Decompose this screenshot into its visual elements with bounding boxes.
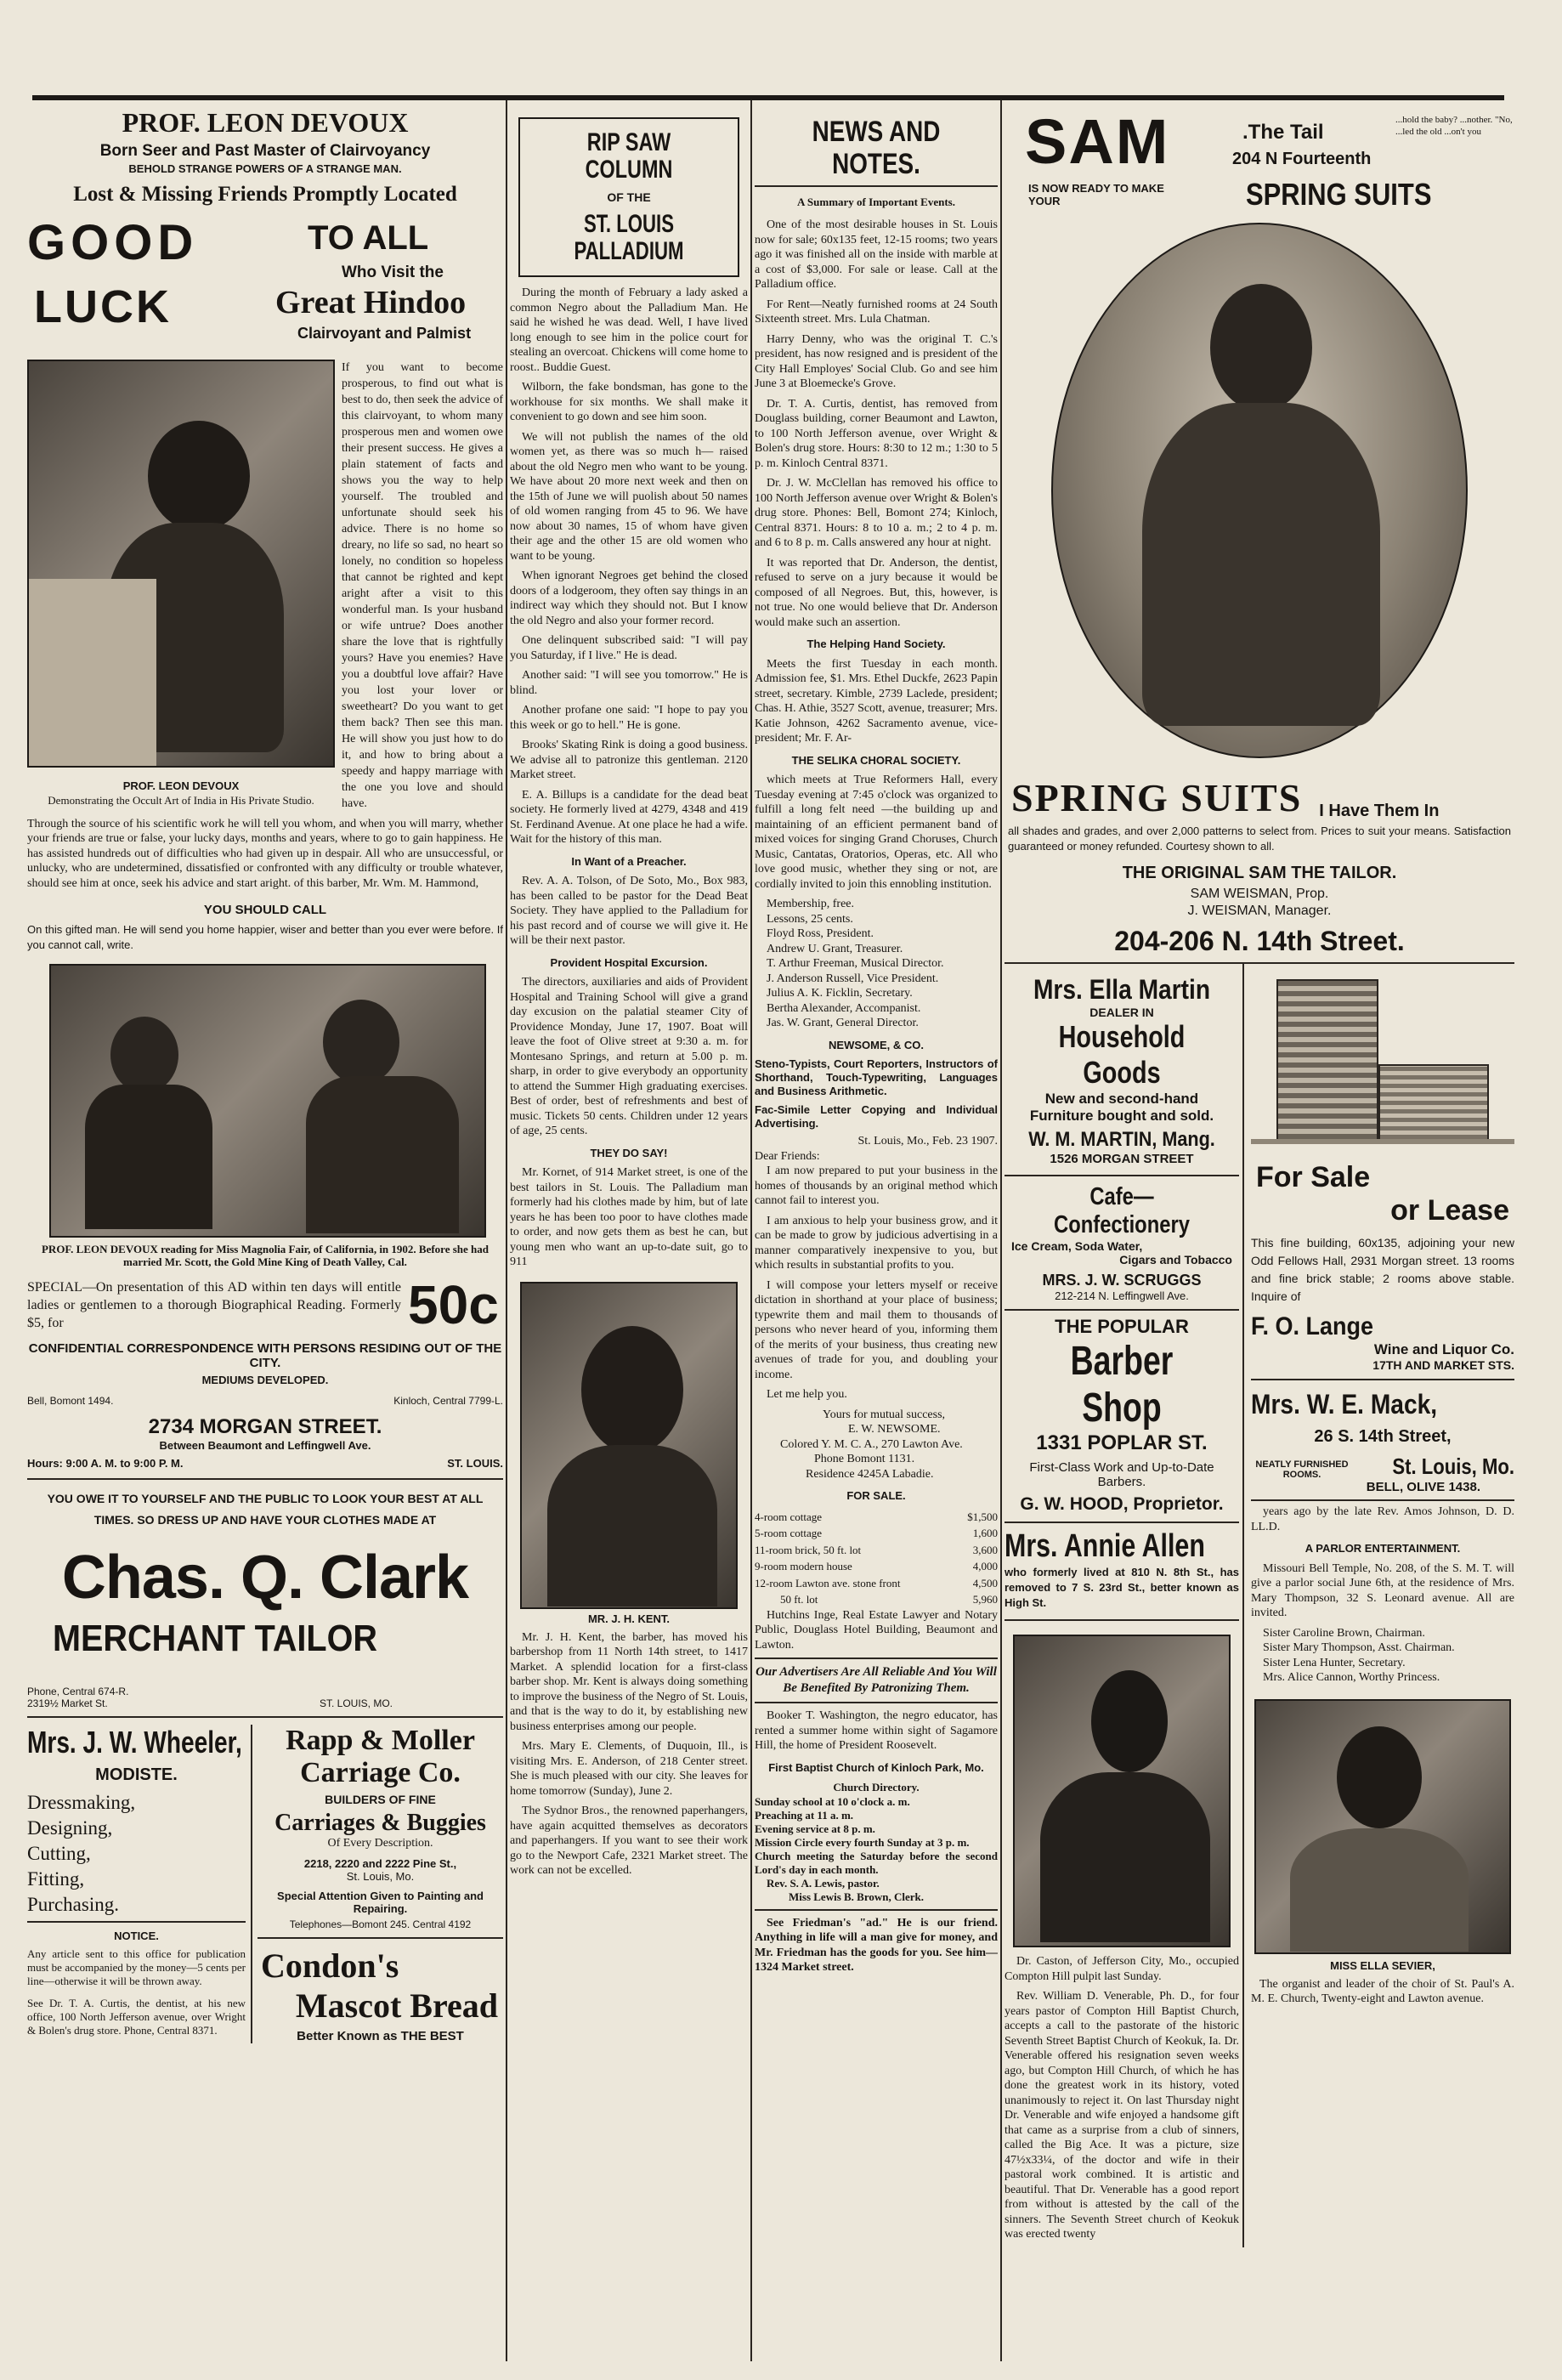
newsome-facsim: Fac-Simile Letter Copying and Individual Advertising. — [755, 1103, 998, 1130]
building-illustration — [1251, 971, 1514, 1149]
devoux-city: ST. LOUIS. — [447, 1457, 503, 1470]
photo-caption-text: Demonstrating the Occult Art of India in His Private Studio. — [48, 793, 314, 807]
heading-parlor: A PARLOR ENTERTAINMENT. — [1304, 1542, 1461, 1555]
bell-phone: Bell, Bomont 1494. — [27, 1395, 114, 1408]
barber-prop: G. W. HOOD, Proprietor. — [1020, 1494, 1224, 1514]
top-rule — [32, 95, 1504, 100]
clark-name: Chas. Q. Clark — [61, 1544, 469, 1612]
scruggs-name: Cafe—Confectionery — [1054, 1183, 1190, 1238]
devoux-body: If you want to become prosperous, to find out what is best to do, then seek the advice of this clairvoyant, to whom many prosperous men and women owe their present success. He gives a plain statement of facts and shows you the way to help yourself. The troubled and unfortunate should seek his advice. There is no home so dreary, no life so sad, no heart so lonely, no condition so hopeless that cannot be righted and kept aright after a visit to this wonderful man. Is your husband or wife untrue? Does another share the love that is rightfully yours? Have you enemies? Have you a doubtful love affair? Have you lost your lover or sweetheart? Do you want to get them back? Then see this man. He will show you just how to do it, and how to bring about a speedy and happy marriage with the one you love and should have. — [342, 360, 503, 810]
forsale-body: This fine building, 60x135, adjoining your new Odd Fellows Hall, 2931 Morgan street. 13 rooms and fine brick stable; 2 rooms above stable. Inquire of — [1251, 1236, 1514, 1303]
heading-newsome: NEWSOME, & CO. — [829, 1038, 924, 1051]
price-50c: 50c — [408, 1274, 499, 1336]
lange-name: F. O. Lange — [1251, 1312, 1374, 1340]
sam-spring-top: SPRING SUITS — [1246, 177, 1432, 212]
sam-prop: SAM WEISMAN, Prop. — [1190, 887, 1329, 901]
devoux-name: PROF. LEON DEVOUX — [122, 107, 409, 138]
news-body: One of the most desirable houses in St. Louis now for sale; 60x135 feet, 12-15 rooms; two years ago it was finished all on the inside with marble at a cost of $3,000. For sale or lease. Call at the Palladium office. For Rent—Neatly furnished rooms at 24 South Sixteenth street. Mrs. Lula Chatman. Harry Denny, who was the original T. C.'s president, has now resigned and is president of the City Hall Employes' Social Club. Go and see him June 3 at Bloemecke's Grove. Dr. T. A. Curtis, dentist, has removed from Douglass building, corner Beaumont and Lawton, to 100 North Jefferson avenue, over Wright & Bolen's drug store. Hours: 8:30 to 12 m.; 1:30 to 5 p. m. Kinloch Central 8371. Dr. J. W. McClellan has removed his office to 100 North Jefferson avenue over Wright & Bolen's drug store. Phones: Bell, Bomont 274; Kinloch, Central 8371. Hours: 8 to 10 a. m.; 2 to 4 p. m. and 6 to 8 p. m. Calls answered any hour at night. It was reported that Dr. Anderson, the dentist, refused to serve on a jury because it would be composed of all Negroes. But, this, however, is not true. No one would believe that Dr. Anderson would make such an assertion. The Helping Hand Society. Meets the first Tuesday in each month. Admission fee, $1. Mrs. Ethel Duckfe, 2623 Papin street, secretary. Kimble, 2739 Laclede, president; Chas. H. Athie, 3527 Scott, avenue, treasurer; Mrs. Katie Johnson, 4262 Sacramento avenue, vice-president; Mr. F. Ar- THE SELIKA CHORAL SOCIETY. which meets at True Reformers Hall, every Tuesday evening at 7:45 o'clock was organized to fulfill a long felt need —the building up and maintaining of an efficient permanent band of mixed voices for singing Grand Choruses, Church Music, Cantatas, Oratorios, Operas, etc. All who love good music, whether they sing or not, are cordially invited to join this ennobling institution. Membership, free. Lessons, 25 cents. Floyd Ross, President. Andrew U. Grant, Treasurer. T. Arthur Freeman, Musical Director. J. Anderson Russell, Vice President. Julius A. K. Ficklin, Secretary. Bertha Alexander, Accompanist. Jas. W. Grant, General Director. NEWSOME, & CO. Steno-Typists, Court Reporters, Instructors of Shorthand, Touch-Typewriting, Languages and Business Arithmetic. Fac-Simile Letter Copying and Individual Advertising. St. Louis, Mo., Feb. 23 1907. Dear Friends: I am now prepared to put your business in the homes of thousands by an original method which cannot fail to interest you. I am anxious to help your business grow, and it can be made to grow by judicious advertising in a manner comparatively inexpensive to you, but which results in substantial profits to you. I will compose your letters myself or receive dictation in shorthand at your place of business; typewrite them and mail them to thousands of persons who never heard of you, informing them of the merits of your business, thus creating new avenues of trade for you, and doubling your income. Let me help you. Yours for mutual success, E. W. NEWSOME. Colored Y. M. C. A., 270 Lawton Ave. Phone Bomont 1131. Residence 4245A Labadie. FOR SALE. 4-room cottage $1,500 5-room cottage 1,600 11-room brick, 50 ft. lot 3,600 9-room modern house 4,000 12-room Lawton ave. stone front 4,500 50 ft. lot 5,960 Hutchins Inge, Real Estate Lawyer and Notary Public, Douglass Hotel Building, Beaumont and Lawton. Our Advertisers Are All Reliable And You Will Be Benefited By Patronizing Them. Booker T. Washington, the negro educator, has rented a summer home within sight of Sagamore Hill, the home of President Roosevelt. First Baptist Church of Kinloch Park, Mo. Church Directory. Sunday school at 10 o'clock a. m. Preaching at 11 a. m. Evening service at 8 p. m. Mission Circle every fourth Sunday at 3 p. m. Church meeting the Saturday before the second Lord's day in each month. Rev. S. A. Lewis, pastor. Miss Lewis B. Brown, Clerk. See Friedman's "ad." He is our friend. Anything in life will a man give for money, and Mr. Friedman has the goods for you. See him—1324 Market street. — [755, 218, 998, 1974]
who-visit: Who Visit the — [342, 263, 444, 281]
ripsaw-masthead — [518, 117, 739, 277]
church-directory: Sunday school at 10 o'clock a. m. Preaching at 11 a. m. Evening service at 8 p. m. Mission Circle every fourth Sunday at 3 p. m. Church meeting the Saturday before the second Lord's day in each month. Rev. S. A. Lewis, pastor. Miss Lewis B. Brown, Clerk. — [755, 1794, 998, 1903]
column-1 — [27, 104, 503, 2361]
sam-spring-bottom: SPRING SUITS — [1011, 776, 1303, 819]
sam-tail: .The Tail — [1242, 121, 1324, 144]
martin-new: New and second-hand — [1044, 1091, 1199, 1107]
devoux-line1: Born Seer and Past Master of Clairvoyancy — [99, 141, 431, 160]
newsome-date: St. Louis, Mo., Feb. 23 1907. — [857, 1135, 998, 1148]
column-rule — [1000, 100, 1002, 2361]
rapp-tel: Telephones—Bomont 245. Central 4192 — [289, 1918, 472, 1931]
clairvoyant-palmist: Clairvoyant and Palmist — [297, 324, 472, 342]
devoux-line3: Lost & Missing Friends Promptly Located — [73, 182, 457, 206]
mack-name: Mrs. W. E. Mack, — [1251, 1389, 1438, 1420]
for-sale-table — [755, 1509, 998, 1608]
rapp-builders: BUILDERS OF FINE — [325, 1793, 436, 1807]
rapp-special: Special Attention Given to Painting and Repairing. — [277, 1890, 484, 1916]
clark-trade: MERCHANT TAILOR — [53, 1618, 378, 1660]
clark-city: ST. LOUIS, MO. — [319, 1697, 393, 1710]
sam-all: all shades and grades, and over 2,000 patterns to select from. Prices to suit your means. Satisfaction guaranteed or money refunded. Courtesy shown to all. — [1008, 824, 1511, 853]
forsale-title1: For Sale — [1256, 1161, 1371, 1193]
devoux-studio-photo — [27, 360, 335, 768]
devoux-address2: Between Beaumont and Leffingwell Ave. — [159, 1439, 371, 1453]
clark-phone: Phone, Central 674-R. — [27, 1686, 129, 1698]
ripsaw-body: During the month of February a lady asked a common Negro about the Palladium Man. He said he wished he was dead. Well, I have lived long enough to see him in the police court for stealing an overcoat. Chickens will come home to roost.. Buddie Guest. Wilborn, the fake bondsman, has gone to the workhouse for six months. We shall make it convenient to go down and see him soon. We will not publish the names of the old women yet, as there was so much h— raised about the old Negro men who want to be young. We have about 20 more next week and then on the 15th of June we will puolish about 50 names of old women ranging from 45 to 96. We have now about 30 names, 15 of whom have given their age and the other 15 are old women who want to be young. When ignorant Negroes get behind the closed doors of a lodgeroom, they often say things in an indirect way which they should not. But I know the old Negro and also your former record. One delinquent subscribed said: "I will pay you Saturday, if I live." He is dead. Another said: "I will see you tomorrow." He is blind. Another profane one said: "I hope to pay you this week or go to hell." He is gone. Brooks' Skating Rink is doing a good business. We advise all to patronize this gentleman. 2120 Market street. E. A. Billups is a candidate for the dead beat society. He formerly lived at 4279, 4348 and 419 St. Ferdinand Avenue. At one place he had a wife. Wait for the history of this man. In Want of a Preacher. Rev. A. A. Tolson, of De Soto, Mo., Box 983, has been called to be pastor for the Dead Beat Society. They have applied to the Palladium for his past record and of course we will give it. He will be their next pastor. Provident Hospital Excursion. The directors, auxiliaries and aids of Provident Hospital and Training School will give a grand day excusion on the palatial steamer City of Providence Monday, June 17, 1907. Boat will leave the foot of Olive street at 9:30 a. m. for Montesano Springs, and return at 5.00 p. m. sharp, in order to give everybody an opportunity to attend the Summer High graduating exercises. Best of order, best of refreshments and best of music. Tickets 50 cents. Children under 12 years of age, 25 cents. THEY DO SAY! Mr. Kornet, of 914 Market street, is one of the best tailors in St. Louis. The Palladium man formerly had his clothes made by him, but of late years he has been too poor to have clothes made to order, and now gets them as best he can, but young men who want an up-to-date suit, go to 911 — [510, 286, 748, 1268]
condon-name: Condon's — [261, 1946, 399, 1986]
heading-for-sale: FOR SALE. — [846, 1489, 906, 1502]
barber-shop: Barber Shop — [1070, 1339, 1174, 1431]
rapp-address: 2218, 2220 and 2222 Pine St., — [303, 1857, 457, 1871]
devoux-address: 2734 MORGAN STREET. — [148, 1415, 382, 1439]
column-rule — [750, 100, 752, 2361]
sam-original: THE ORIGINAL SAM THE TAILOR. — [1122, 864, 1397, 882]
wheeler-name: Mrs. J. W. Wheeler, — [27, 1725, 242, 1760]
devoux-para2: Through the source of his scientific work he will tell you whom, and when you will marry, whether your friends are true or false, your lucky days, months and years, where to go to gain happiness. He has assisted hundreds out of difficulties who had given up in despair. All who are unsuccessful, or unlucky, who are undetermined, dissatisfied or confronted with any difficulty or trouble whatever, should see him at once, seek his advice and start aright. of this barber, Mr. Wm. M. Hammond, — [27, 817, 503, 890]
hours: Hours: 9:00 A. M. to 9:00 P. M. — [27, 1457, 184, 1470]
table-row: 5-room cottage 1,600 — [755, 1527, 998, 1539]
notice-curtis: See Dr. T. A. Curtis, the dentist, at his new office, 100 North Jefferson avenue, over Wright & Bolen's drug store. Phone, Central 8371. — [27, 1997, 246, 2037]
rapp-carriages: Carriages & Buggies — [274, 1810, 486, 1837]
column-3 — [755, 104, 998, 2361]
martin-dealer: DEALER IN — [1089, 1006, 1154, 1019]
heading-excursion: Provident Hospital Excursion. — [550, 955, 708, 969]
wheeler-services: Dressmaking, Designing, Cutting, Fitting, Purchasing. — [27, 1792, 136, 1916]
table-row: 12-room Lawton ave. stone front 4,500 — [755, 1576, 998, 1590]
newsome-steno: Steno-Typists, Court Reporters, Instructors of Shorthand, Touch-Typewriting, Languages and Business Arithmetic. — [755, 1057, 998, 1097]
reading-photo — [49, 964, 486, 1238]
special-offer: SPECIAL—On presentation of this AD within ten days will entitle ladies or gentlemen to a thorough Biographical Reading. Formerly $5, for — [27, 1279, 401, 1330]
martin-mgr: W. M. MARTIN, Mang. — [1028, 1128, 1215, 1151]
sam-name: SAM — [1025, 106, 1170, 177]
ripsaw-of: OF THE — [607, 190, 651, 204]
photo-caption-title: PROF. LEON DEVOUX — [122, 779, 240, 792]
table-row: 9-room modern house 4,000 — [755, 1560, 998, 1572]
parlor-officers: Sister Caroline Brown, Chairman. Sister Mary Thompson, Asst. Chairman. Sister Lena Hunter, Secretary. Mrs. Alice Cannon, Worthy Princess. — [1263, 1626, 1455, 1684]
heading-they-do-say: THEY DO SAY! — [590, 1146, 668, 1159]
heading-helping-hand: The Helping Hand Society. — [806, 638, 946, 650]
martin-furn: Furniture bought and sold. — [1029, 1108, 1214, 1124]
table-row: 4-room cottage $1,500 — [755, 1510, 998, 1523]
rapp-name: Rapp & Moller — [286, 1725, 475, 1757]
rapp-every: Of Every Description. — [327, 1837, 433, 1850]
clipped-corner-text: ...hold the baby? ...nother. "No, ...led the old ...on't you — [1395, 115, 1513, 137]
sam-ready: IS NOW READY TO MAKE YOUR — [1028, 182, 1164, 207]
correspondence: CONFIDENTIAL CORRESPONDENCE WITH PERSONS RESIDING OUT OF THE CITY. — [28, 1341, 502, 1371]
you-should-call: YOU SHOULD CALL — [203, 903, 327, 918]
scruggs-owner: MRS. J. W. SCRUGGS — [1042, 1272, 1202, 1289]
rapp-name2: Carriage Co. — [300, 1757, 461, 1789]
caston-portrait — [1013, 1635, 1231, 1947]
sevier-portrait — [1254, 1699, 1511, 1954]
reading-caption: PROF. LEON DEVOUX reading for Miss Magnolia Fair, of California, in 1902. Before she had married Mr. Scott, the Gold Mine King of Death Valley, Cal. — [41, 1243, 490, 1269]
condon-bread: Mascot Bread — [295, 1986, 498, 2026]
notice-title: NOTICE. — [114, 1930, 159, 1943]
table-row: 50 ft. lot 5,960 — [780, 1593, 998, 1606]
news-sub: A Summary of Important Events. — [797, 196, 955, 208]
martin-goods: Household Goods — [1058, 1019, 1186, 1090]
heading-church: First Baptist Church of Kinloch Park, Mo. — [768, 1760, 984, 1774]
good-luck-block — [27, 211, 503, 351]
notice-body: Any article sent to this office for publication must be accompanied by the money—5 cents per line—otherwise it will be thrown away. — [27, 1947, 246, 1988]
kinloch-phone: Kinloch, Central 7799-L. — [393, 1395, 503, 1408]
call-body: On this gifted man. He will send you home happier, wiser and better than you ever were before. If you cannot call, write. — [27, 923, 503, 951]
great-hindoo: Great Hindoo — [275, 284, 467, 320]
forsale-title2: or Lease — [1390, 1194, 1509, 1227]
wheeler-trade: MODISTE. — [95, 1765, 178, 1785]
ripsaw-palladium: ST. LOUIS PALLADIUM — [574, 210, 684, 265]
kent-portrait — [520, 1282, 738, 1609]
sam-addr-top: 204 N Fourteenth — [1232, 150, 1372, 168]
condon-known: Better Known as THE BEST — [297, 2029, 464, 2044]
advertisers-note: Our Advertisers Are All Reliable And You Will Be Benefited By Patronizing Them. — [756, 1665, 997, 1695]
kent-caption: MR. J. H. KENT. — [587, 1612, 671, 1625]
heading-preacher: In Want of a Preacher. — [571, 854, 687, 868]
martin-name: Mrs. Ella Martin — [1033, 974, 1211, 1005]
sam-mgr: J. WEISMAN, Manager. — [1187, 904, 1332, 918]
ripsaw-title: RIP SAW COLUMN — [585, 128, 673, 184]
sam-portrait — [1051, 223, 1468, 758]
clark-top: YOU OWE IT TO YOURSELF AND THE PUBLIC TO LOOK YOUR BEST AT ALL TIMES. SO DRESS UP AND HAVE YOUR CLOTHES MADE AT — [47, 1492, 484, 1527]
column-2: RIP SAW COLUMN OF THE ST. LOUIS PALLADIUM During the month of February a lady asked a common Negro about the Palladium Man. He said he wished he was dead. Well, I have lived long enough to see him in the police court for stealing an overcoat. Chickens will come home to roost.. Buddie Guest. Wilborn, the fake bondsman, has gone to the workhouse for six months. We shall make it convenient to go down and see him soon. We will not publish the names of the old women yet, as there was so much h— raised about the old Negro men who want to be young. We have about 20 more next week and then on the 15th of June we will puolish about 50 names of old women ranging from 45 to 96. We have now about 30 names, 15 of whom have given their age and the other 15 are old women who want to be young. When ignorant Negroes get behind the closed doors of a lodgeroom, they often say things in an indirect way which they should not. But I know the old Negro and also your former record. One delinquent subscribed said: "I will pay you Saturday, if I live." He is dead. Another said: "I will see you tomorrow." He is blind. Another profane one said: "I hope to pay you this week or go to hell." He is gone. Brooks' Skating Rink is doing a good business. We advise all to patronize this gentleman. 2120 Market street. E. A. Billups is a candidate for the dead beat society. He formerly lived at 4279, 4348 and 419 St. Ferdinand Avenue. At one place he had a wife. Wait for the history of this man. In Want of a Preacher. Rev. A. A. Tolson, of De Soto, Mo., Box 983, has been called to be pastor for the Dead Beat Society. They have applied to the Palladium for his past record and of course we will give it. He will be their next pastor. Provident Hospital Excursion. The directors, auxiliaries and aids of Provident Hospital and Training School will give a grand day excusion on the palatial steamer City of Providence Monday, June 17, 1907. Boat will leave the foot of Olive street at 9:30 a. m. for Montesano Springs, and return at 5.00 p. m. sharp, in order to give everybody an opportunity to attend the Summer High graduating exercises. Best of order, best of refreshments and best of music. Tickets 50 cents. Children under 12 years of age, 25 cents. THEY DO SAY! Mr. Kornet, of 914 Market street, is one of the best tailors in St. Louis. The Palladium man formerly had his clothes made by him, but of late years he has been too poor to have clothes made to order, and now gets them as best he can, but young men who want an up-to-date suit, go to 911 MR. J. H. KENT. Mr. J. H. Kent, the barber, has moved his barbershop from 11 North 14th street, to 1417 Market. A splendid location for a first-class barber shop. Mr. Kent is always doing something to improve the business of the Negro of St. Louis, and that is the way to do it, by establishing new business enterprises among our people. Mrs. Mary E. Clements, of Duquoin, Ill., is visiting Mrs. E. Anderson, of 218 Center street. She is much pleased with our city. She leaves for home tomorrow (Sunday), June 2. The Sydnor Bros., the renowned paperhangers, have again acquitted themselves as decorators and paperhangers. If you want to see their work go to the Newport Cafe, 2321 Market street. The work can not be excelled. — [510, 104, 748, 2361]
newsome-dear: Dear Friends: — [755, 1149, 820, 1163]
selika-officers: Membership, free. Lessons, 25 cents. Floyd Ross, President. Andrew U. Grant, Treasurer. T. Arthur Freeman, Musical Director. J. Anderson Russell, Vice President. Julius A. K. Ficklin, Secretary. Bertha Alexander, Accompanist. Jas. W. Grant, General Director. — [767, 898, 944, 1029]
mediums: MEDIUMS DEVELOPED. — [201, 1374, 329, 1387]
sam-have: I Have Them In — [1319, 802, 1440, 820]
allen-name: Mrs. Annie Allen — [1005, 1528, 1205, 1564]
column-4: SAM .The Tail 204 N Fourteenth ...hold the baby? ...nother. "No, ...led the old ...on't you IS NOW READY TO MAKE YOUR SPRING SUITS SPRING SUITS I Have Them In all shades and grades, and over 2,000 patterns to select from. Prices to suit your means. Satisfaction guaranteed or money refunded. Courtesy shown to all. THE ORIGINAL SAM THE TAILOR. SAM WEISMAN, Prop. J. WEISMAN, Manager. 204-206 N. 14th Street. Mrs. Ella Martin DEALER IN Household Goods New and second-hand Furniture bought and sold. W. M. MARTIN, Mang. 1526 MORGAN STREET Cafe—Confectionery Ice Cream, Soda Water, Cigars and Tobacco MRS. J. W. SCRUGGS 212-214 N. Leffingwell Ave. THE POPULAR Barber Shop 1331 POPLAR ST. First-Class Work and Up-to-Date Barbers. G. W. HOOD, Proprietor. Mrs. Annie Allen who formerly lived at 810 N. 8th St., has removed to 7 S. 23rd St., better known as High St. Dr. Caston, of Jefferson City, Mo., occupied Compton Hill pulpit last Sunday. Rev. William D. Venerable, Ph. D., for four years pastor of Compton Hill Baptist Church, accepts a call to the pastorate of the historic Seventh Street Baptist Church of Keokuk, Ia. Dr. Venerable offered his resignation seven weeks ago, but Compton Hill Church, of which he has done the greatest work in its history, voted unanimously to reject it. On last Thursday night Dr. Venerable and wife enjoyed a handsome gift that came as a surprise from a club of sinners, called the Big Ace. It was a picture, size 47½x33¼, of the doctor and wife in their pastoral work combined. It is artistic and beautiful. That Dr. Venerable has a good report from without is attested by the call of the sinners. The Seventh Street church of Keokuk was erected twenty For Sale or Lease This fine building, 60x135, adjoining your new Odd Fellows Hall, 2931 Morgan street. 13 rooms and fine brick stable; 2 rooms above stable. Inquire of F. O. Lange Wine and Liquor Co. 17TH AND MARKET STS. Mrs. W. E. Mack, 26 S. 14th Street, NEATLY FURNISHED ROOMS. St. Louis, Mo. BELL, OLIVE 1438. years ago by the late Rev. Amos Johnson, D. D. LL.D. A PARLOR ENTERTAINMENT. Missouri Bell Temple, No. 208, of the S. M. T. will give a parlor social June 6th, at the residence of Mrs. Mary Thompson, 32 S. Leonard avenue. All are invited. Sister Caroline Brown, Chairman. Sister Mary Thompson, Asst. Chairman. Sister Lena Hunter, Secretary. Mrs. Alice Cannon, Worthy Princess. MISS ELLA SEVIER, The organist and leader of the choir of St. Paul's A. M. E. Church, Twenty-eight and Lawton avenue. — [1005, 104, 1514, 2361]
news-title: NEWS AND NOTES. — [812, 116, 941, 180]
martin-addr: 1526 MORGAN STREET — [1050, 1152, 1194, 1166]
to-all: TO ALL — [308, 218, 429, 257]
table-row: 11-room brick, 50 ft. lot 3,600 — [755, 1543, 998, 1556]
rapp-city: St. Louis, Mo. — [346, 1870, 415, 1884]
sam-street: 204-206 N. 14th Street. — [1114, 926, 1405, 956]
devoux-line2: BEHOLD STRANGE POWERS OF A STRANGE MAN. — [128, 162, 402, 175]
luck-word: LUCK — [34, 280, 172, 332]
good-word: GOOD — [27, 214, 199, 270]
column-rule — [506, 100, 507, 2361]
sevier-caption: MISS ELLA SEVIER, — [1330, 1958, 1435, 1972]
heading-selika: THE SELIKA CHORAL SOCIETY. — [791, 753, 961, 767]
clark-street: 2319½ Market St. — [27, 1697, 108, 1710]
